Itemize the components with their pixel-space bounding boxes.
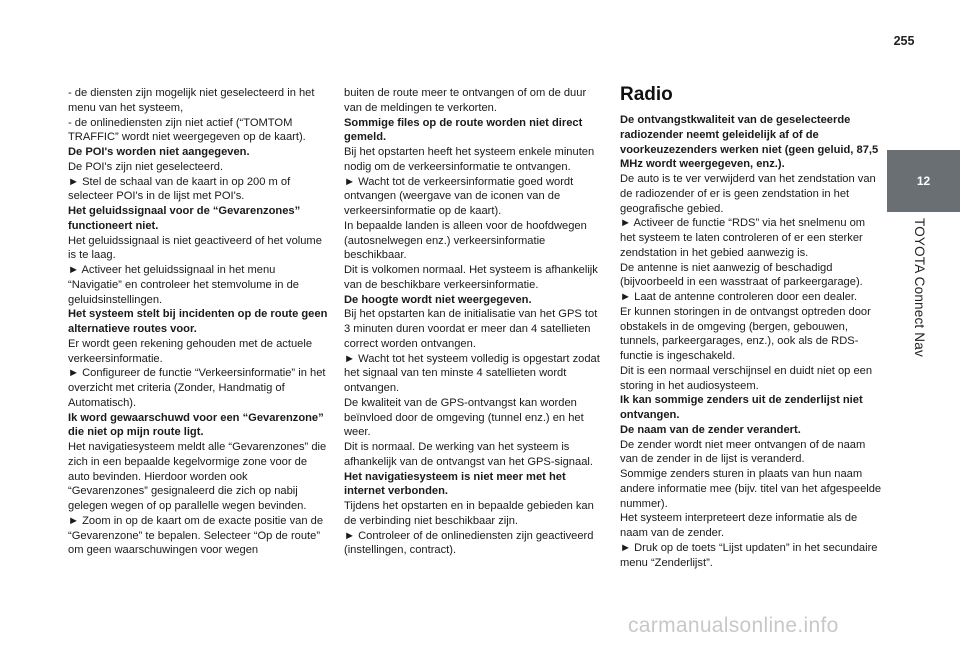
paragraph: ► Controleer of de onlinediensten zijn geactiveerd (instellingen, contract). <box>344 529 594 557</box>
paragraph-heading: De POI's worden niet aangegeven. <box>68 146 250 158</box>
paragraph: Tijdens het opstarten en in bepaalde gebieden kan de verbinding niet beschikbaar zijn. <box>344 500 594 527</box>
paragraph-heading: Het systeem stelt bij incidenten op de route geen alternatieve routes voor. <box>68 308 328 335</box>
paragraph: ► Druk op de toets “Lijst updaten” in het secundaire menu “Zenderlijst”. <box>620 541 878 569</box>
paragraph: Bij het opstarten kan de initialisatie van het GPS tot 3 minuten duren voordat er meer dan 4 satellieten correct worden ontvangen. <box>344 308 598 350</box>
paragraph-heading: De ontvangstkwaliteit van de geselecteerde radiozender neemt geleidelijk af of de voorkeuzezenders werken niet (geen geluid, 87,5 MHz wordt weergegeven, enz.). <box>620 114 879 171</box>
paragraph-heading: De hoogte wordt niet weergegeven. <box>344 293 532 306</box>
paragraph-heading: Het geluidssignaal voor de “Gevarenzones” functioneert niet. <box>68 205 301 232</box>
paragraph: De kwaliteit van de GPS-ontvangst kan worden beïnvloed door de omgeving (tunnel enz.) en het weer. <box>344 396 584 439</box>
paragraph: Sommige zenders sturen in plaats van hun naam andere informatie mee (bijv. titel van het afgespeelde nummer). <box>620 468 882 510</box>
text-column-2 <box>344 86 606 558</box>
paragraph: ► Activeer de functie “RDS” via het snelmenu om het systeem te laten controleren of er een sterker zendstation in het gebied aanwezig is. <box>620 217 866 259</box>
paragraph: Er kunnen storingen in de ontvangst optreden door obstakels in de omgeving (bergen, gebouwen, tunnels, parkeergarages, enz.), ook als de RDS-functie is ingeschakeld. <box>620 305 871 362</box>
paragraph: buiten de route meer te ontvangen of om de duur van de meldingen te verkorten. <box>344 87 587 114</box>
paragraph: ► Laat de antenne controleren door een dealer. <box>620 291 858 303</box>
chapter-number: 12 <box>916 174 931 188</box>
paragraph: ► Wacht tot het systeem volledig is opgestart zodat het signaal van ten minste 4 satellieten wordt ontvangen. <box>344 352 600 394</box>
paragraph-heading: De naam van de zender verandert. <box>620 423 801 436</box>
paragraph: - de onlinediensten zijn niet actief (“TOMTOM TRAFFIC” wordt niet weergegeven op de kaart). <box>68 116 306 144</box>
paragraph: Dit is volkomen normaal. Het systeem is afhankelijk van de beschikbare verkeersinformatie. <box>344 264 598 291</box>
paragraph: Het systeem interpreteert deze informatie als de naam van de zender. <box>620 512 858 539</box>
paragraph: Het geluidssignaal is niet geactiveerd of het volume is te laag. <box>68 234 322 262</box>
paragraph: Dit is normaal. De werking van het systeem is afhankelijk van de ontvangst van het GPS-signaal. <box>344 441 593 468</box>
paragraph: De POI's zijn niet geselecteerd. <box>68 160 224 173</box>
chapter-tab <box>887 150 960 212</box>
chapter-label: TOYOTA Connect Nav <box>912 218 927 357</box>
paragraph: Het navigatiesysteem meldt alle “Gevarenzones” die zich in een bepaalde kegelvormige zone voor de auto bevinden. Hierdoor worden ook “Gevarenzones” gesignaleerd die zich op nabij gelegen wegen of op parallelle wegen bevinden. <box>68 441 327 512</box>
paragraph: ► Wacht tot de verkeersinformatie goed wordt ontvangen (weergave van de iconen van de verkeersinformatie op de kaart). <box>344 175 574 217</box>
paragraph: De antenne is niet aanwezig of beschadigd (bijvoorbeeld in een wasstraat of parkeergarage). <box>620 261 863 289</box>
text-column-3 <box>620 84 882 570</box>
paragraph: ► Activeer het geluidssignaal in het menu “Navigatie” en controleer het stemvolume in de geluidsinstellingen. <box>68 264 299 306</box>
paragraph-heading: Sommige files op de route worden niet direct gemeld. <box>344 116 583 144</box>
paragraph: De auto is te ver verwijderd van het zendstation van de radiozender of er is geen zendstation in het geografische gebied. <box>620 173 876 215</box>
paragraph: - de diensten zijn mogelijk niet geselecteerd in het menu van het systeem, <box>68 87 315 114</box>
paragraph: Er wordt geen rekening gehouden met de actuele verkeersinformatie. <box>68 337 313 365</box>
paragraph: Dit is een normaal verschijnsel en duidt niet op een storing in het audiosysteem. <box>620 364 873 392</box>
text-column-1 <box>68 86 330 558</box>
paragraph: ► Configureer de functie “Verkeersinformatie” in het overzicht met criteria (Zonder, Handmatig of Automatisch). <box>68 367 326 409</box>
paragraph: In bepaalde landen is alleen voor de hoofdwegen (autosnelwegen enz.) verkeersinformatie beschikbaar. <box>344 219 587 262</box>
paragraph-heading: Ik word gewaarschuwd voor een “Gevarenzone” die niet op mijn route ligt. <box>68 411 324 439</box>
paragraph-heading: Ik kan sommige zenders uit de zenderlijst niet ontvangen. <box>620 394 863 421</box>
paragraph: ► Zoom in op de kaart om de exacte positie van de “Gevarenzone” te bepalen. Selecteer “Op de route” om geen waarschuwingen voor wegen <box>68 514 324 557</box>
paragraph-heading: Het navigatiesysteem is niet meer met het internet verbonden. <box>344 470 566 498</box>
watermark: carmanualsonline.info <box>628 614 839 637</box>
paragraph: ► Stel de schaal van de kaart in op 200 m of selecteer POI's in de lijst met POI's. <box>68 175 291 203</box>
paragraph: Bij het opstarten heeft het systeem enkele minuten nodig om de verkeersinformatie te ontvangen. <box>344 146 595 173</box>
paragraph: De zender wordt niet meer ontvangen of de naam van de zender in de lijst is veranderd. <box>620 438 866 466</box>
page-number: 255 <box>893 34 915 48</box>
section-heading-radio: Radio <box>620 84 673 105</box>
